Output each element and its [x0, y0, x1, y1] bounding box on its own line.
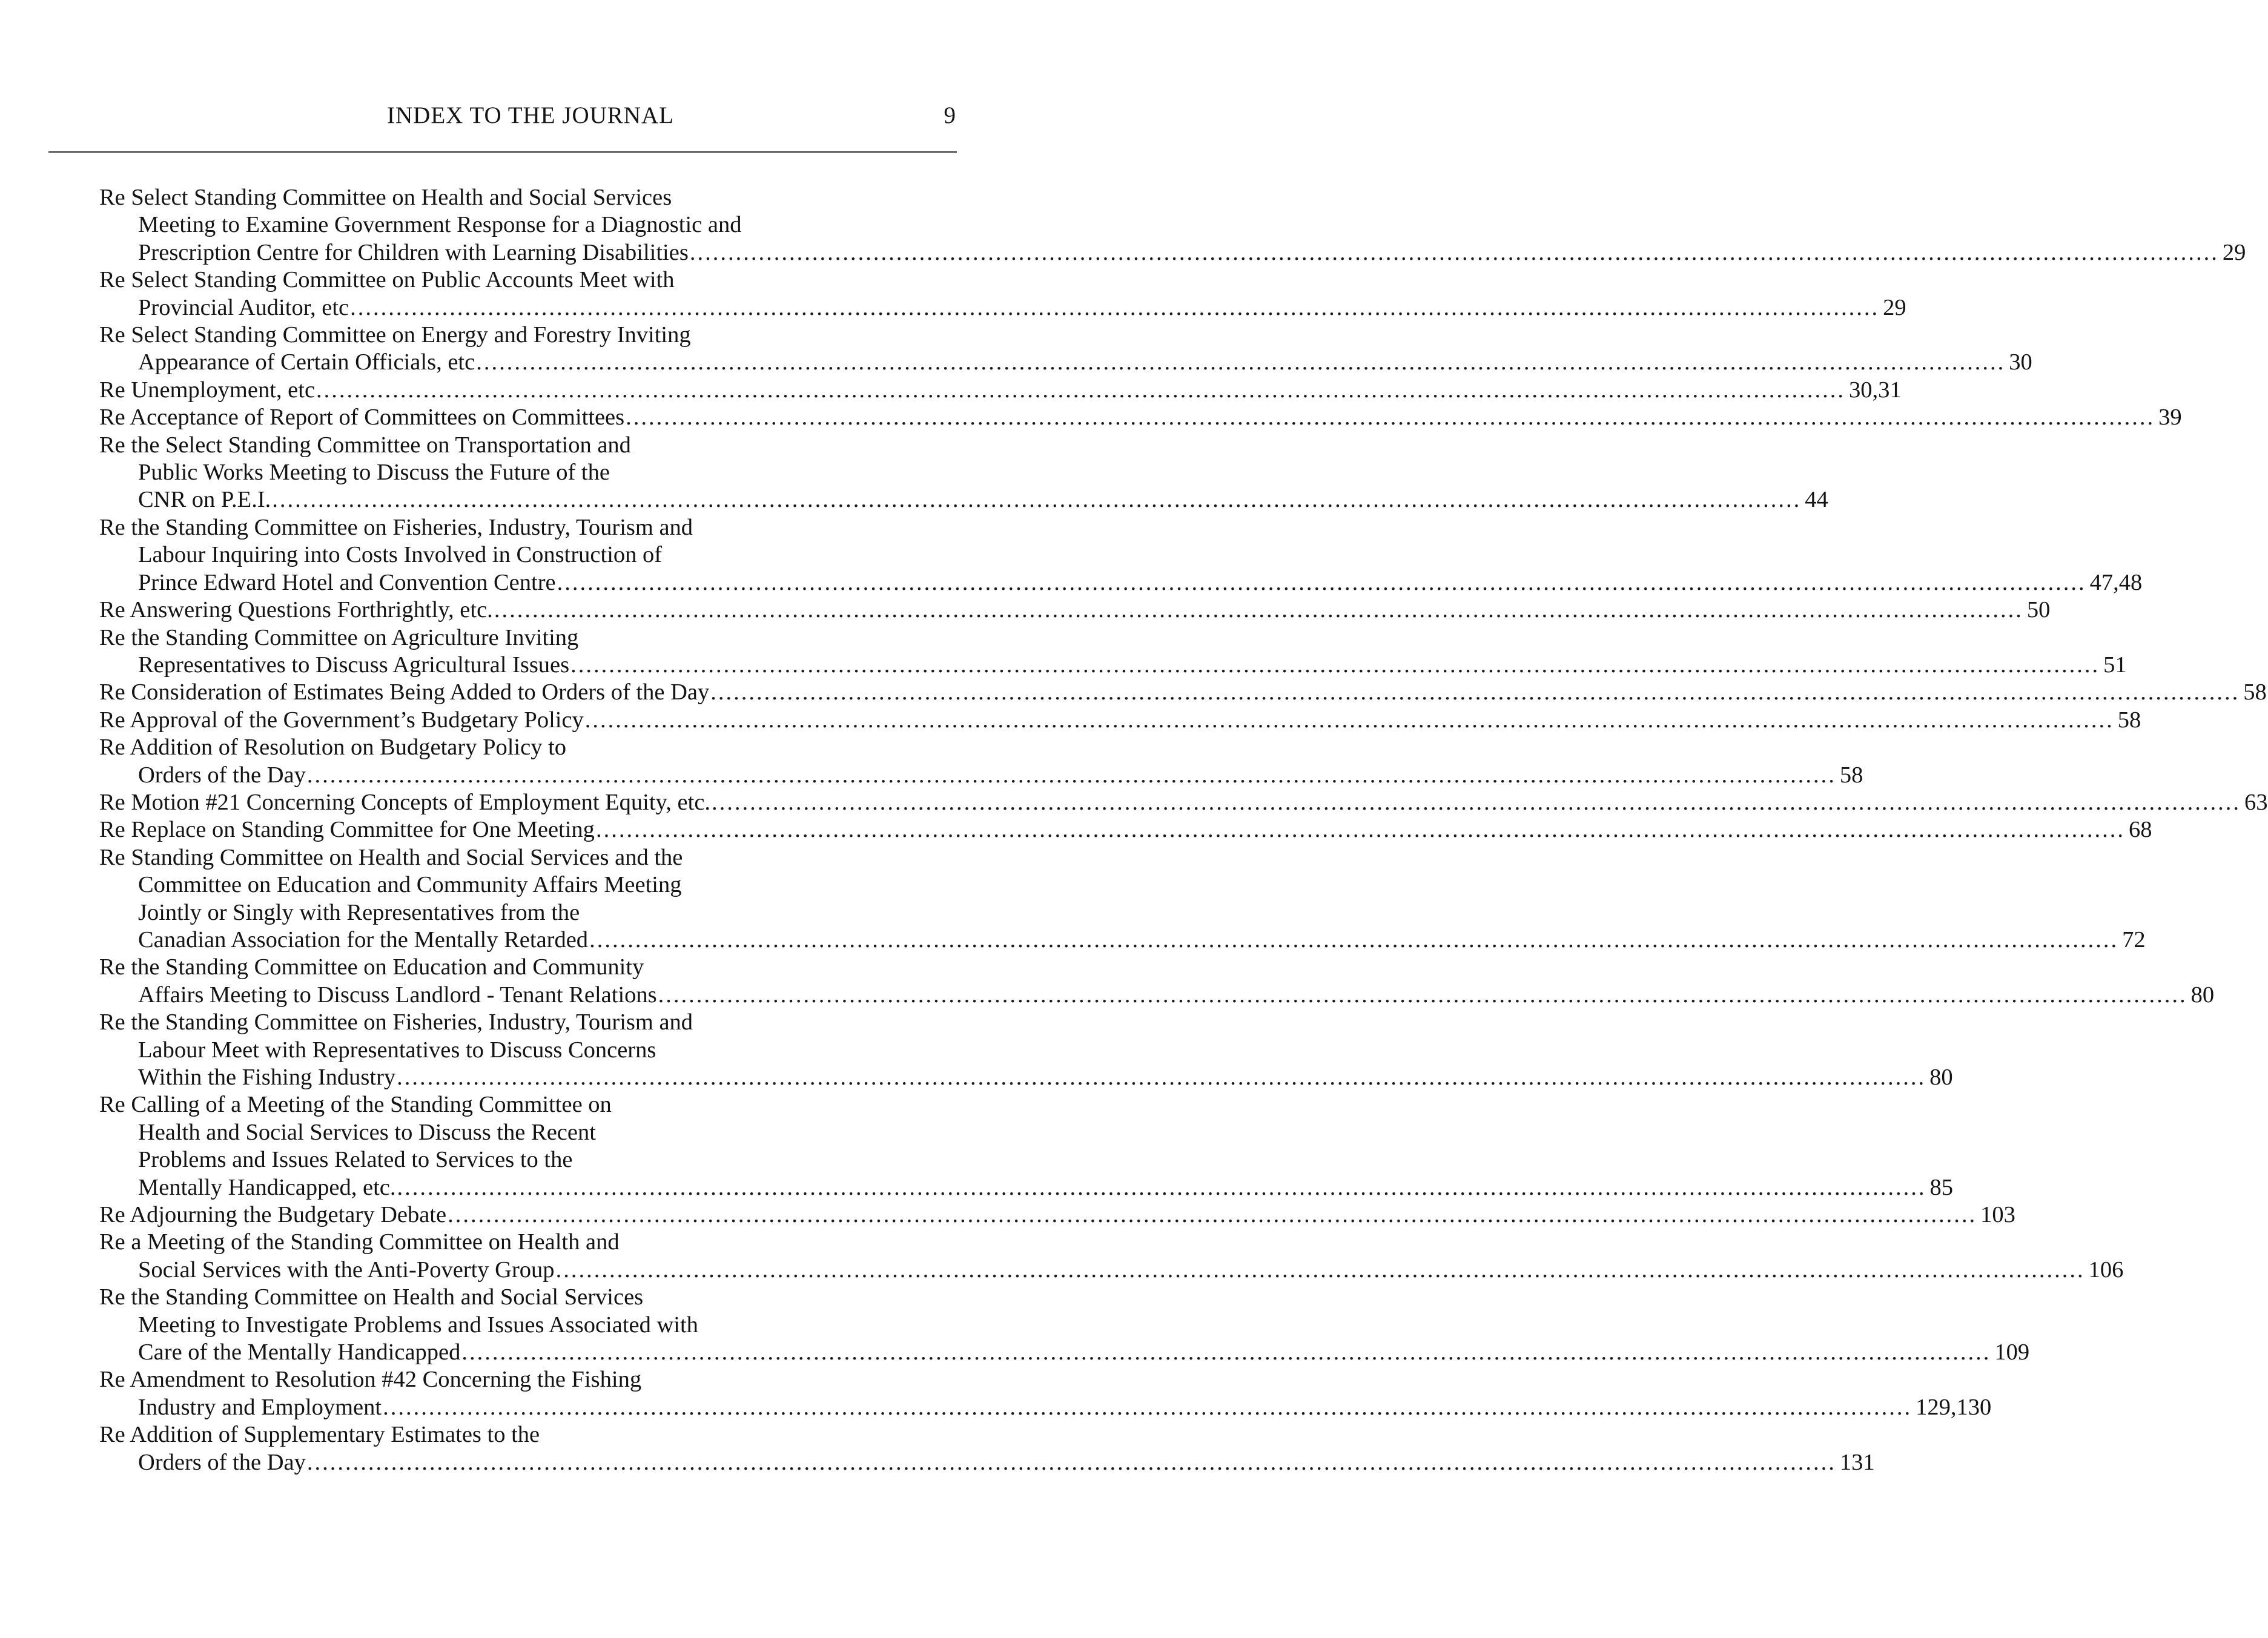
entry-text: Problems and Issues Related to Services to the — [138, 1147, 573, 1173]
index-entry — [99, 1366, 1992, 1421]
dot-leader: ........................................................................................................................................................................................................ — [383, 1394, 1913, 1420]
entry-page-reference: 58 — [2117, 707, 2141, 733]
entry-continuation-line — [99, 871, 964, 899]
entry-continuation-line — [99, 1146, 964, 1174]
entry-heading-line — [99, 1009, 964, 1036]
entry-text: Labour Inquiring into Costs Involved in Construction of — [138, 542, 663, 568]
dot-leader: ........................................................................................................................................................................................................ — [306, 1449, 1836, 1475]
entry-continuation-line — [99, 1119, 964, 1146]
entry-text: Re the Standing Committee on Fisheries, Industry, Tourism and — [99, 514, 693, 540]
entry-page-reference: 51 — [2103, 652, 2127, 678]
dot-leader: ........................................................................................................................................................................................................ — [570, 652, 2100, 678]
entry-text: Prince Edward Hotel and Convention Centre — [138, 569, 556, 595]
entry-heading-line — [99, 1229, 964, 1256]
entry-heading-line — [99, 184, 964, 211]
dot-leader: ........................................................................................................................................................................................................ — [397, 1174, 1926, 1200]
entry-heading-line — [99, 954, 964, 981]
entry-text: Meeting to Investigate Problems and Issues Associated with — [138, 1312, 698, 1338]
entry-text: Re Replace on Standing Committee for One Meeting — [99, 817, 595, 843]
entry-text: Re Approval of the Government’s Budgetary Policy — [99, 707, 584, 733]
entry-page-reference: 30 — [2009, 349, 2032, 375]
entry-text: Re a Meeting of the Standing Committee on Health and — [99, 1229, 620, 1255]
dot-leader: ........................................................................................................................................................................................................ — [584, 707, 2114, 733]
dot-leader: ........................................................................................................................................................................................................ — [626, 405, 2155, 431]
dot-leader: ........................................................................................................................................................................................................ — [316, 377, 1846, 403]
dot-leader: ........................................................................................................................................................................................................ — [712, 789, 2241, 815]
index-entry — [99, 624, 2127, 679]
index-entry — [99, 789, 2268, 816]
entry-page-reference: 80 — [2190, 982, 2215, 1008]
entry-text: Jointly or Singly with Representatives from the — [138, 899, 580, 925]
index-entry — [99, 432, 1828, 514]
entry-text: Re Select Standing Committee on Health and Social Services — [99, 185, 672, 210]
entry-page-reference: 68 — [2128, 817, 2152, 843]
entry-text: Re Addition of Resolution on Budgetary Policy to — [99, 735, 567, 761]
entry-page-reference: 109 — [1994, 1339, 2030, 1366]
entry-text: Canadian Association for the Mentally Retarded — [138, 926, 589, 953]
entry-heading-line — [99, 404, 2182, 431]
entry-continuation-line — [99, 1394, 1992, 1421]
page-number: 9 — [944, 102, 956, 128]
entry-text: Orders of the Day — [138, 1449, 306, 1475]
index-entry — [99, 377, 1902, 404]
entry-page-reference: 58 — [1839, 762, 1863, 788]
dot-leader: ........................................................................................................................................................................................................ — [710, 679, 2240, 705]
entry-continuation-line — [99, 459, 964, 486]
entry-text: Care of the Mentally Handicapped — [138, 1339, 461, 1366]
index-entry — [99, 816, 2152, 844]
entry-text: Health and Social Services to Discuss the Recent — [138, 1119, 596, 1145]
entry-text: Re Calling of a Meeting of the Standing Committee on — [99, 1092, 612, 1118]
index-entry — [99, 322, 2032, 377]
entry-page-reference: 63 — [2244, 789, 2268, 815]
entry-heading-line — [99, 624, 964, 652]
entry-text: Industry and Employment — [138, 1394, 382, 1420]
index-entry — [99, 514, 2143, 596]
dot-leader: ........................................................................................................................................................................................................ — [589, 926, 2119, 953]
entry-page-reference: 58 — [2243, 679, 2267, 705]
entry-continuation-line — [99, 899, 964, 926]
index-entry — [99, 1421, 1875, 1476]
entry-text: Re Acceptance of Report of Committees on Committees — [99, 405, 625, 431]
index-entry — [99, 266, 1906, 322]
entry-text: Public Works Meeting to Discuss the Future of the — [138, 460, 610, 486]
entry-page-reference: 47,48 — [2089, 569, 2143, 595]
entry-page-reference: 103 — [1980, 1202, 2015, 1228]
entry-text: Within the Fishing Industry — [138, 1065, 396, 1090]
dot-leader: ........................................................................................................................................................................................................ — [658, 982, 2187, 1008]
entry-text: Re the Select Standing Committee on Transportation and — [99, 432, 631, 458]
entry-text: Orders of the Day — [138, 762, 306, 788]
entry-continuation-line — [99, 652, 2127, 679]
entry-text: Provincial Auditor, etc — [138, 294, 349, 320]
entry-continuation-line — [99, 239, 2246, 266]
dot-leader: ........................................................................................................................................................................................................ — [595, 817, 2125, 843]
entry-text: Re Motion #21 Concerning Concepts of Employment Equity, etc. — [99, 789, 711, 815]
entry-text: Re the Standing Committee on Health and Social Services — [99, 1284, 644, 1310]
header-rule — [48, 151, 957, 153]
entry-heading-line — [99, 1201, 2015, 1229]
dot-leader: ........................................................................................................................................................................................................ — [557, 569, 2086, 595]
index-entry — [99, 734, 1863, 789]
entry-page-reference: 30,31 — [1849, 377, 1902, 403]
index-entry — [99, 1009, 1953, 1091]
entry-continuation-line — [99, 1449, 1875, 1476]
entry-page-reference: 80 — [1929, 1065, 1953, 1090]
entry-text: Re Answering Questions Forthrightly, etc. — [99, 597, 493, 623]
entry-continuation-line — [99, 569, 2143, 596]
dot-leader: ........................................................................................................................................................................................................ — [689, 239, 2219, 265]
index-entry — [99, 404, 2182, 431]
entry-text: Prescription Centre for Children with Learning Disabilities — [138, 239, 689, 265]
entry-continuation-line — [99, 926, 2146, 954]
entry-heading-line — [99, 1091, 964, 1118]
entry-text: Re the Standing Committee on Education and Community — [99, 954, 644, 980]
entry-text: Social Services with the Anti-Poverty Group — [138, 1257, 555, 1283]
dot-leader: ........................................................................................................................................................................................................ — [476, 349, 2006, 375]
index-entry — [99, 707, 2141, 734]
entry-continuation-line — [99, 1312, 964, 1339]
entry-heading-line — [99, 266, 964, 294]
entry-text: Re Consideration of Estimates Being Added to Orders of the Day — [99, 679, 710, 705]
entry-text: Mentally Handicapped, etc. — [138, 1174, 396, 1200]
index-entry — [99, 679, 2267, 706]
entry-text: CNR on P.E.I. — [138, 487, 271, 513]
entry-heading-line — [99, 789, 2268, 816]
entry-page-reference: 29 — [2222, 239, 2246, 265]
index-entry — [99, 1201, 2015, 1229]
entry-page-reference: 85 — [1929, 1174, 1953, 1200]
entry-page-reference: 50 — [2026, 597, 2051, 623]
index-entry — [99, 596, 2051, 624]
entry-text: Representatives to Discuss Agricultural Issues — [138, 652, 570, 678]
page-header — [0, 102, 1061, 138]
dot-leader: ........................................................................................................................................................................................................ — [350, 294, 1880, 320]
index-entry — [99, 1091, 1953, 1201]
entry-text: Committee on Education and Community Affairs Meeting — [138, 872, 682, 898]
dot-leader: ........................................................................................................................................................................................................ — [448, 1202, 1977, 1228]
dot-leader: ........................................................................................................................................................................................................ — [461, 1339, 1991, 1366]
entry-page-reference: 106 — [2088, 1257, 2124, 1283]
entry-text: Re Standing Committee on Health and Social Services and the — [99, 844, 683, 870]
entry-page-reference: 129,130 — [1916, 1394, 1992, 1420]
index-list — [99, 184, 2268, 1476]
dot-leader: ........................................................................................................................................................................................................ — [397, 1065, 1926, 1090]
entry-text: Re Select Standing Committee on Energy and Forestry Inviting — [99, 322, 691, 348]
entry-text: Re Select Standing Committee on Public Accounts Meet with — [99, 267, 675, 293]
index-entry — [99, 1284, 2030, 1366]
entry-heading-line — [99, 514, 964, 541]
entry-heading-line — [99, 1421, 964, 1448]
entry-text: Affairs Meeting to Discuss Landlord - Tenant Relations — [138, 982, 657, 1008]
entry-text: Appearance of Certain Officials, etc — [138, 349, 475, 375]
entry-heading-line — [99, 377, 1902, 404]
entry-heading-line — [99, 816, 2152, 844]
entry-text: Re Unemployment, etc — [99, 377, 316, 403]
entry-text: Labour Meet with Representatives to Discuss Concerns — [138, 1037, 656, 1063]
entry-text: Re the Standing Committee on Agriculture Inviting — [99, 624, 579, 650]
entry-continuation-line — [99, 1064, 1953, 1091]
entry-text: Re Amendment to Resolution #42 Concerning the Fishing — [99, 1367, 642, 1393]
entry-page-reference: 72 — [2122, 926, 2146, 953]
entry-heading-line — [99, 322, 964, 349]
index-entry — [99, 1229, 2124, 1284]
entry-heading-line — [99, 844, 964, 871]
entry-continuation-line — [99, 211, 964, 239]
entry-page-reference: 39 — [2158, 405, 2182, 431]
running-title: INDEX TO THE JOURNAL — [387, 102, 674, 128]
entry-heading-line — [99, 679, 2267, 706]
entry-continuation-line — [99, 1037, 964, 1064]
entry-continuation-line — [99, 294, 1906, 322]
entry-text: Meeting to Examine Government Response for a Diagnostic and — [138, 212, 742, 238]
dot-leader: ........................................................................................................................................................................................................ — [306, 762, 1836, 788]
entry-continuation-line — [99, 349, 2032, 376]
entry-page-reference: 29 — [1883, 294, 1906, 320]
index-entry — [99, 184, 2246, 266]
entry-text: Re Addition of Supplementary Estimates to the — [99, 1422, 540, 1448]
entry-heading-line — [99, 707, 2141, 734]
entry-continuation-line — [99, 486, 1828, 514]
entry-continuation-line — [99, 1174, 1953, 1201]
entry-heading-line — [99, 1284, 964, 1311]
entry-heading-line — [99, 432, 964, 459]
index-entry — [99, 954, 2215, 1009]
dot-leader: ........................................................................................................................................................................................................ — [272, 487, 1802, 513]
entry-continuation-line — [99, 762, 1863, 789]
entry-continuation-line — [99, 982, 2215, 1009]
entry-text: Re Adjourning the Budgetary Debate — [99, 1202, 447, 1228]
index-entry — [99, 844, 2146, 954]
entry-page-reference: 44 — [1805, 487, 1828, 513]
dot-leader: ........................................................................................................................................................................................................ — [494, 597, 2023, 623]
entry-continuation-line — [99, 541, 964, 569]
entry-page-reference: 131 — [1839, 1449, 1875, 1475]
entry-heading-line — [99, 734, 964, 761]
entry-continuation-line — [99, 1339, 2030, 1366]
entry-heading-line — [99, 1366, 964, 1393]
entry-continuation-line — [99, 1257, 2124, 1284]
entry-heading-line — [99, 596, 2051, 624]
dot-leader: ........................................................................................................................................................................................................ — [555, 1257, 2085, 1283]
entry-text: Re the Standing Committee on Fisheries, Industry, Tourism and — [99, 1009, 693, 1035]
